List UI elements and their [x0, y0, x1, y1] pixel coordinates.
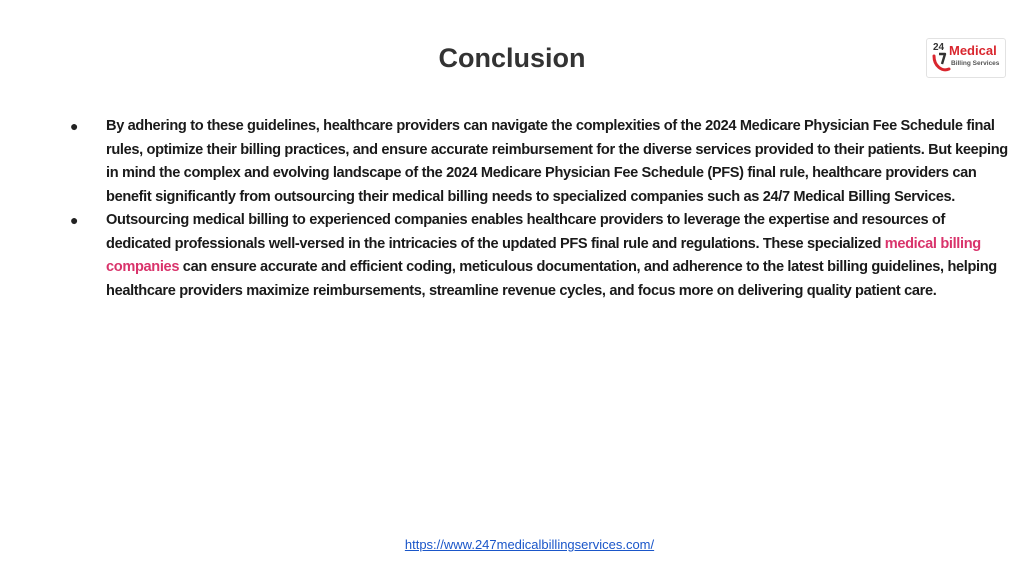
- logo-number: 24: [933, 42, 945, 53]
- bullet-icon: ●: [70, 212, 79, 228]
- bullet-text-before: Outsourcing medical billing to experienced companies enables healthcare providers to leverage the expertise and resources of dedicated professionals well-versed in the intricacies of the updated PFS final rule and regulations. These specialized: [106, 212, 946, 252]
- bullet-item-2: [60, 209, 1010, 303]
- medical-billing-companies-link[interactable]: medical billing companies: [106, 235, 981, 275]
- bullet-item-1: [60, 115, 1010, 209]
- website-link[interactable]: https://www.247medicalbillingservices.com/: [404, 537, 655, 552]
- slide-title: Conclusion: [438, 43, 586, 73]
- bullet-text-after: can ensure accurate and efficient coding, meticulous documentation, and adherence to the latest billing guidelines, helping healthcare providers maximize reimbursements, streamline revenue cycles, and focus more on delivering quality patient care.: [106, 259, 997, 299]
- company-logo: [926, 38, 1006, 78]
- bullet-icon: ●: [70, 118, 79, 134]
- conclusion-content: [60, 115, 1010, 303]
- logo-subtitle: Billing Services: [951, 60, 1000, 67]
- bullet-text: By adhering to these guidelines, healthcare providers can navigate the complexities of the 2024 Medicare Physician Fee Schedule final rules, optimize their billing practices, and ensure accurate reimbursement for the diverse services provided to their patients. But keeping in mind the complex and evolving landscape of the 2024 Medicare Physician Fee Schedule (PFS) final rule, healthcare providers can benefit significantly from outsourcing their medical billing needs to specialized companies such as 24/7 Medical Billing Services.: [106, 118, 1008, 205]
- logo-brand: Medical: [949, 43, 997, 58]
